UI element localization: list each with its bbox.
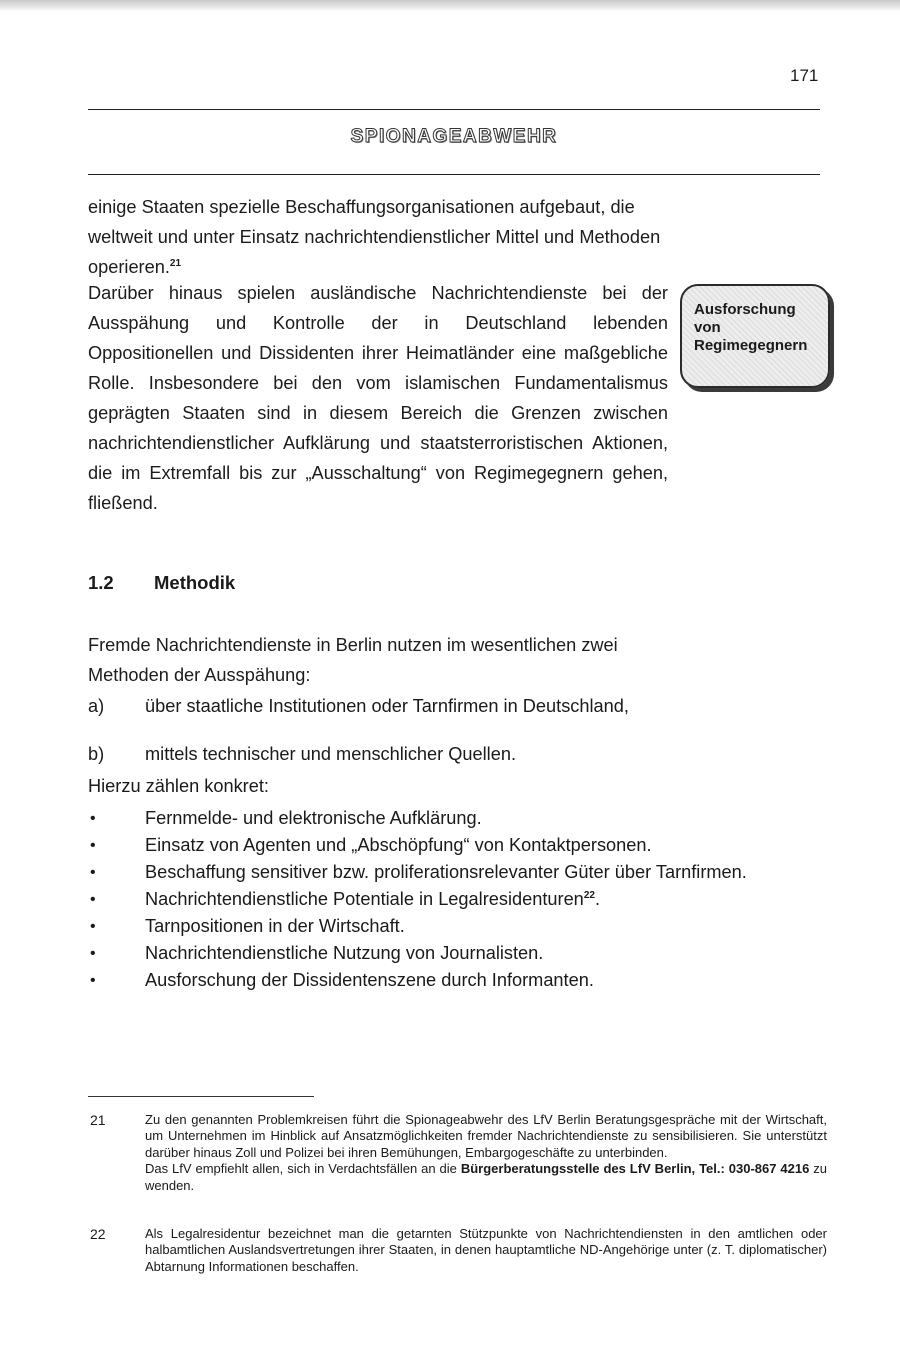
- list-item-text: Nachrichtendienstliche Nutzung von Journalisten.: [145, 943, 544, 963]
- list-item: [88, 915, 758, 938]
- footnote-separator: [88, 1096, 314, 1097]
- list-lead-in: Hierzu zählen konkret:: [88, 776, 269, 796]
- margin-note-box: [680, 284, 830, 388]
- bullet-icon: •: [90, 918, 96, 935]
- list-item: [88, 807, 758, 830]
- page-number: 171: [790, 66, 819, 85]
- list-item-text: Fernmelde- und elektronische Aufklärung.: [145, 808, 482, 828]
- method-marker-a: a): [88, 696, 105, 716]
- footnote-contact: [145, 1161, 827, 1194]
- intro-paragraph-1: [88, 192, 668, 282]
- section-heading: [88, 572, 235, 594]
- footnote-ref-22[interactable]: 22: [583, 890, 595, 901]
- margin-note-text: [694, 301, 807, 355]
- footnote-number: 22: [90, 1226, 106, 1242]
- footnote-body: [145, 1112, 827, 1194]
- list-item: [88, 969, 758, 992]
- margin-note-line-3: Regimegegnern: [694, 337, 808, 354]
- list-item-text: Nachrichtendienstliche Potentiale in Legalresidenturen: [145, 889, 584, 909]
- bullet-icon: •: [90, 891, 96, 908]
- method-bullet-list: [88, 807, 758, 996]
- list-item-text: Tarnpositionen in der Wirtschaft.: [145, 916, 405, 936]
- footnote-text: Als Legalresidentur bezeichnet man die getarnten Stützpunkte von Nachrichtendiensten in den amtlichen oder halbamtlichen Auslandsvertretungen ihrer Staaten, in denen hauptamtliche ND-Angehörige unter (z. T. diplomatischer) Abtarnung Informationen beschaffen.: [145, 1226, 827, 1274]
- list-item: [88, 861, 758, 884]
- list-item-text-wrap: [145, 888, 757, 911]
- margin-note-line-2: von: [694, 319, 721, 336]
- method-text-a: über staatliche Institutionen oder Tarnfirmen in Deutschland,: [145, 696, 629, 716]
- footnote-contact-suffix: zu wenden.: [145, 1161, 828, 1193]
- list-item: [88, 942, 758, 965]
- section-title: Methodik: [154, 572, 236, 593]
- bullet-icon: •: [90, 945, 96, 962]
- scan-top-edge: [0, 0, 900, 10]
- footnote-contact-prefix: Das LfV empfiehlt allen, sich in Verdachtsfällen an die: [145, 1161, 461, 1177]
- list-item: [88, 888, 758, 911]
- list-item-text: Beschaffung sensitiver bzw. proliferationsrelevanter Güter über Tarnfirmen.: [145, 862, 747, 882]
- list-item-suffix: .: [594, 889, 600, 909]
- bullet-icon: •: [90, 972, 96, 989]
- section-intro: Fremde Nachrichtendienste in Berlin nutzen im wesentlichen zwei Methoden der Ausspähung:: [88, 635, 618, 685]
- method-marker-b: b): [88, 744, 105, 764]
- footnote-number: 21: [90, 1112, 106, 1128]
- list-item: [88, 834, 758, 857]
- section-number: 1.2: [88, 572, 114, 593]
- list-item-text: Ausforschung der Dissidentenszene durch Informanten.: [145, 970, 594, 990]
- intro-paragraph-2: Darüber hinaus spielen ausländische Nachrichtendienste bei der Ausspähung und Kontrolle der in Deutschland lebenden Oppositionellen und Dissidenten ihrer Heimatländer eine maßgebliche Rolle. Insbesondere bei den vom islamischen Fundamentalismus geprägten Staaten sind in diesem Bereich die Grenzen zwischen nachrichtendienstlicher Aufklärung und staatsterroristischen Aktionen, die im Extremfall bis zur „Ausschaltung“ von Regimegegnern gehen, fließend.: [88, 283, 668, 513]
- footnote-text: Zu den genannten Problemkreisen führt die Spionageabwehr des LfV Berlin Beratungsgespräche mit der Wirtschaft, um Unternehmen im Hinblick auf Ansatzmöglichkeiten fremder Nachrichtendienste zu sensibilisieren. Sie unterstützt darüber hinaus Zoll und Polizei bei ihren Bemühungen, Embargogeschäfte zu unterbinden.: [145, 1112, 827, 1160]
- footnote-contact-bold: Bürgerberatungsstelle des LfV Berlin, Tel.: 030-867 4216: [460, 1161, 810, 1177]
- footnote-body: [145, 1226, 827, 1275]
- running-title: SPIONAGEABWEHR: [350, 126, 558, 147]
- intro-paragraph-1-text: einige Staaten spezielle Beschaffungsorganisationen aufgebaut, die weltweit und unter Einsatz nachrichtendienstlicher Mittel und Methoden operieren.: [88, 197, 661, 277]
- bullet-icon: •: [90, 837, 96, 854]
- list-item-text: Einsatz von Agenten und „Abschöpfung“ von Kontaktpersonen.: [145, 835, 652, 855]
- bullet-icon: •: [90, 810, 96, 827]
- margin-note-line-1: Ausforschung: [694, 301, 796, 318]
- method-text-b: mittels technischer und menschlicher Quellen.: [145, 744, 516, 764]
- footnote-ref-21[interactable]: 21: [169, 258, 182, 269]
- header-rule-top: [88, 109, 820, 110]
- bullet-icon: •: [90, 864, 96, 881]
- header-rule-bottom: [88, 174, 820, 175]
